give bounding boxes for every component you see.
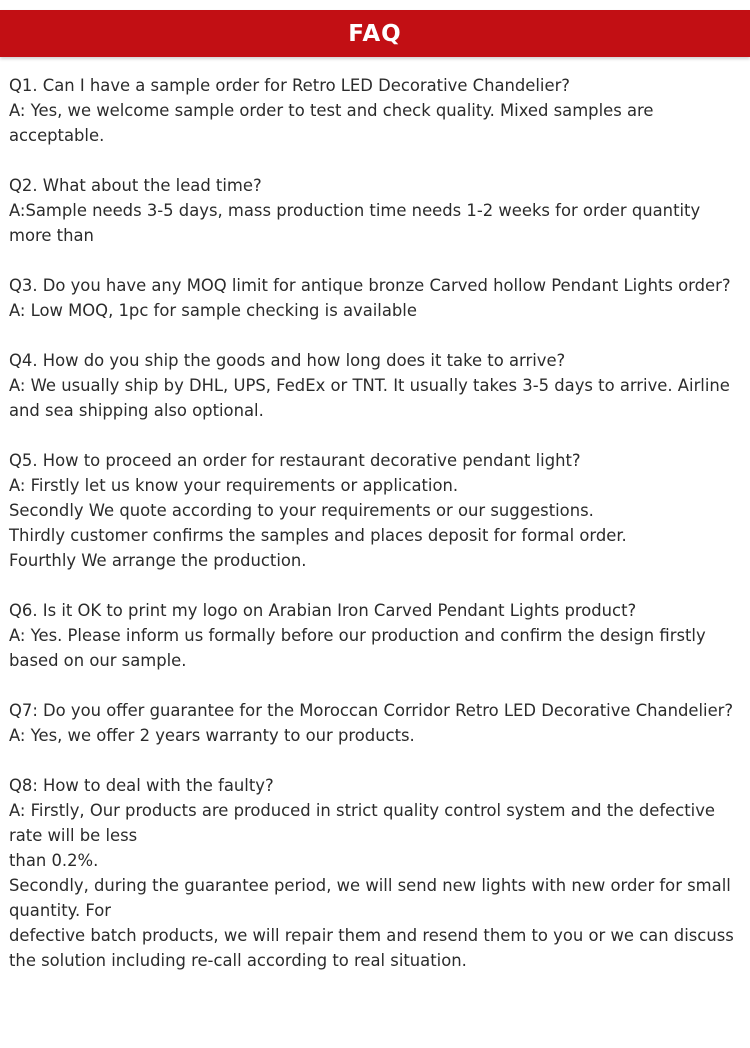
faq-answer: A: Low MOQ, 1pc for sample checking is available	[9, 301, 417, 320]
faq-question: Q2. What about the lead time?	[9, 176, 262, 195]
faq-question: Q3. Do you have any MOQ limit for antique bronze Carved hollow Pendant Lights order?	[9, 276, 731, 295]
faq-question: Q1. Can I have a sample order for Retro LED Decorative Chandelier?	[9, 76, 571, 95]
faq-answer: A: Yes, we welcome sample order to test and check quality. Mixed samples are acceptable.	[9, 101, 659, 145]
faq-header	[0, 10, 750, 57]
faq-answer-continued: Secondly, during the guarantee period, we will send new lights with new order for small quantity. For	[9, 876, 737, 920]
faq-item-q6	[9, 598, 745, 673]
faq-answer-step: Secondly We quote according to your requirements or our suggestions.	[9, 501, 594, 520]
faq-question: Q5. How to proceed an order for restaurant decorative pendant light?	[9, 451, 581, 470]
faq-item-q2	[9, 173, 745, 248]
faq-question: Q8: How to deal with the faulty?	[9, 776, 274, 795]
faq-list	[9, 73, 745, 998]
faq-item-q1	[9, 73, 745, 148]
faq-answer-continued: than 0.2%.	[9, 851, 99, 870]
faq-question: Q6. Is it OK to print my logo on Arabian Iron Carved Pendant Lights product?	[9, 601, 637, 620]
faq-item-q7	[9, 698, 745, 748]
faq-question: Q7: Do you offer guarantee for the Moroccan Corridor Retro LED Decorative Chandelier?	[9, 701, 734, 720]
faq-answer: A: Yes, we offer 2 years warranty to our products.	[9, 726, 415, 745]
faq-answer: A:Sample needs 3-5 days, mass production time needs 1-2 weeks for order quantity more than	[9, 201, 706, 245]
faq-answer: A: Yes. Please inform us formally before our production and confirm the design firstly based on our sample.	[9, 626, 711, 670]
faq-item-q4	[9, 348, 745, 423]
faq-question: Q4. How do you ship the goods and how long does it take to arrive?	[9, 351, 566, 370]
faq-answer-continued: defective batch products, we will repair them and resend them to you or we can discuss the solution including re-call according to real situation.	[9, 926, 740, 970]
faq-answer-step: Thirdly customer confirms the samples and places deposit for formal order.	[9, 526, 627, 545]
faq-item-q5	[9, 448, 745, 573]
faq-answer: A: Firstly, Our products are produced in strict quality control system and the defective rate will be less	[9, 801, 721, 845]
faq-title: FAQ	[348, 20, 402, 47]
faq-item-q8	[9, 773, 745, 973]
faq-answer: A: We usually ship by DHL, UPS, FedEx or TNT. It usually takes 3-5 days to arrive. Airline and sea shipping also optional.	[9, 376, 736, 420]
faq-answer: A: Firstly let us know your requirements or application.	[9, 476, 459, 495]
faq-item-q3	[9, 273, 745, 323]
faq-answer-step: Fourthly We arrange the production.	[9, 551, 307, 570]
